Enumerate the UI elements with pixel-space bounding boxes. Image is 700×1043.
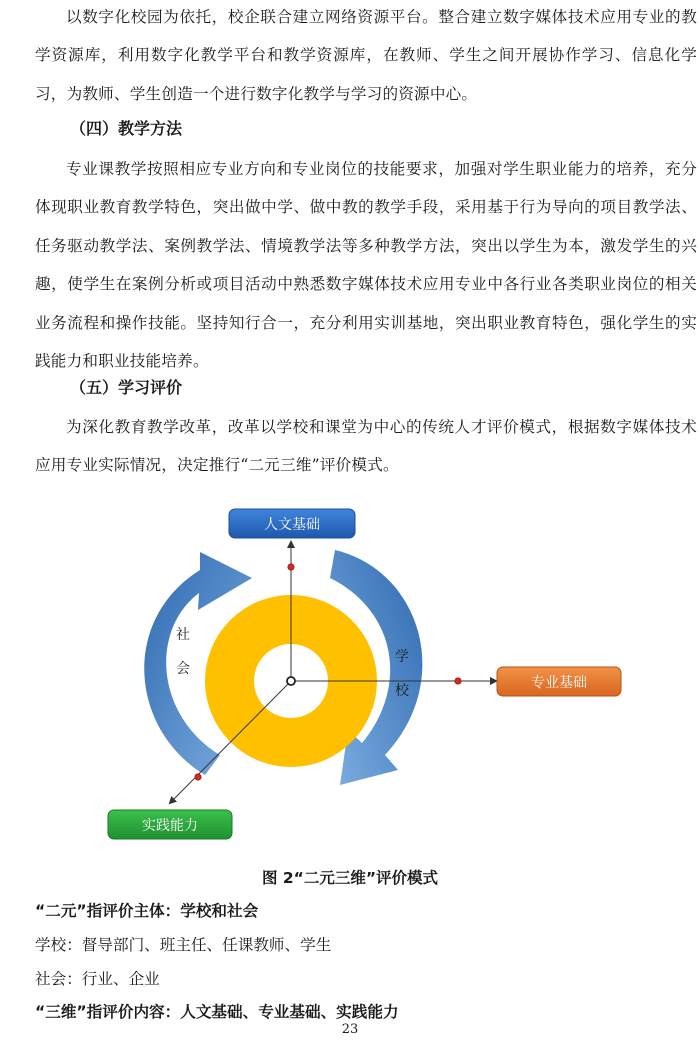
label-society-2: 会 <box>176 661 190 677</box>
paragraph-teaching-methods: 专业课教学按照相应专业方向和专业岗位的技能要求，加强对学生职业能力的培养，充分体现职业教育教学特色，突出做中学、做中教的教学手段，采用基于行为导向的项目教学法、任务驱动教学法、案例教学法、情境教学法等多种教学方法，突出以学生为本，激发学生的兴趣，使学生在案例分析或项目活动中熟悉数字媒体技术应用专业中各行业各类职业岗位的相关业务流程和操作技能。坚持知行合一，充分利用实训基地，突出职业教育特色，强化学生的实践能力和职业技能培养。 <box>35 160 697 371</box>
heading-teaching-methods: （四）教学方法 <box>70 119 183 138</box>
paragraph-resource-platform: 以数字化校园为依托，校企联合建立网络资源平台。整合建立数字媒体技术应用专业的教学资源库，利用数字化教学平台和教学资源库，在教师、学生之间开展协作学习、信息化学习，为教师、学生创造一个进行数字化教学与学习的资源中心。 <box>35 8 697 103</box>
box-practice <box>108 810 232 839</box>
red-dot-left <box>195 774 201 780</box>
list-line-three-dimensions: “三维”指评价内容：人文基础、专业基础、实践能力 <box>35 1003 399 1021</box>
box-professional <box>497 667 621 696</box>
evaluation-model-diagram <box>0 500 700 860</box>
paragraph-evaluation-model: 为深化教育教学改革，改革以学校和课堂为中心的传统人才评价模式，根据数字媒体技术应用专业实际情况，决定推行“二元三维”评价模式。 <box>35 418 697 475</box>
origin-dot <box>287 677 295 685</box>
label-society-1: 社 <box>176 627 190 643</box>
label-school-1: 学 <box>395 649 409 665</box>
label-school-2: 校 <box>395 683 409 699</box>
box-humanities-label: 人文基础 <box>264 517 320 533</box>
list-line-school: 学校：督导部门、班主任、任课教师、学生 <box>35 936 332 954</box>
list-line-two-subjects: “二元”指评价主体：学校和社会 <box>35 902 259 920</box>
list-line-society: 社会：行业、企业 <box>35 970 160 988</box>
heading-learning-evaluation: （五）学习评价 <box>70 378 183 397</box>
box-professional-label: 专业基础 <box>531 675 587 691</box>
page-number: 23 <box>341 1022 359 1037</box>
figure-caption: 图 2“二元三维”评价模式 <box>261 869 439 887</box>
box-humanities <box>229 509 355 538</box>
red-dot-top <box>288 564 294 570</box>
red-dot-right <box>455 678 461 684</box>
box-practice-label: 实践能力 <box>142 818 198 834</box>
